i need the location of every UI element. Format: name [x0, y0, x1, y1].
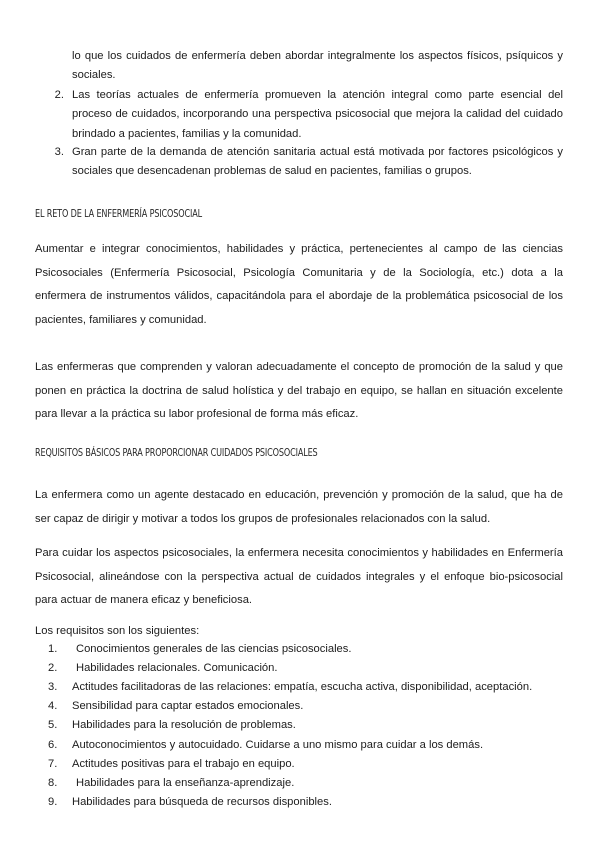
- list-item-number: 9.: [48, 796, 58, 808]
- list-item-text: Habilidades para la resolución de problemas.: [72, 719, 296, 731]
- list-item-text: Autoconocimientos y autocuidado. Cuidarse a uno mismo para cuidar a los demás.: [72, 739, 484, 751]
- list-item-number: 1.: [48, 643, 58, 655]
- list-item-number: 5.: [48, 719, 58, 731]
- list-item-number: 7.: [48, 758, 58, 770]
- list-item-text: Gran parte de la demanda de atención sanitaria actual está motivada por factores psicológicos y sociales que desencadenan problemas de salud en pacientes, familias o grupos.: [72, 146, 563, 178]
- paragraph: Para cuidar los aspectos psicosociales, la enfermera necesita conocimientos y habilidades en Enfermería Psicosocial, alineándose con la perspectiva actual de cuidados integrales y el enfoque bio-psicosocial para actuar de manera eficaz y beneficiosa.: [35, 547, 563, 606]
- list-item-text: Conocimientos generales de las ciencias psicosociales.: [76, 643, 352, 655]
- list-item-text: Habilidades para búsqueda de recursos disponibles.: [72, 796, 332, 808]
- list-item-text: Habilidades relacionales. Comunicación.: [76, 662, 278, 674]
- list-item-number: 3.: [54, 146, 64, 158]
- list-item-number: 2.: [54, 89, 64, 101]
- paragraph: La enfermera como un agente destacado en educación, prevención y promoción de la salud, que ha de ser capaz de dirigir y motivar a todos los grupos de profesionales relacionados con la salud.: [35, 489, 563, 525]
- list-item-text: Sensibilidad para captar estados emocionales.: [72, 700, 304, 712]
- list-item-number: 2.: [48, 662, 58, 674]
- list-item-number: 3.: [48, 681, 58, 693]
- list-intro: Los requisitos son los siguientes:: [35, 625, 200, 637]
- list-item-number: 6.: [48, 739, 58, 751]
- section-heading-reto: EL RETO DE LA ENFERMERÍA PSICOSOCIAL: [35, 208, 202, 220]
- list-item-text: Actitudes facilitadoras de las relaciones: empatía, escucha activa, disponibilidad, aceptación.: [72, 681, 533, 693]
- list-item-text: Habilidades para la enseñanza-aprendizaje.: [76, 777, 295, 789]
- list-item-number: 4.: [48, 700, 58, 712]
- list-item-text: lo que los cuidados de enfermería deben abordar integralmente los aspectos físicos, psíquicos y sociales.: [72, 50, 563, 82]
- list-item-text: Las teorías actuales de enfermería promueven la atención integral como parte esencial del proceso de cuidados, incorporando una perspectiva psicosocial que mejora la calidad del cuidado brindado a pacientes, familias y la comunidad.: [72, 89, 563, 140]
- section-heading-requisitos: REQUISITOS BÁSICOS PARA PROPORCIONAR CUIDADOS PSICOSOCIALES: [35, 447, 318, 459]
- list-item-text: Actitudes positivas para el trabajo en equipo.: [72, 758, 295, 770]
- paragraph: Aumentar e integrar conocimientos, habilidades y práctica, pertenecientes al campo de las ciencias Psicosociales (Enfermería Psicosocial, Psicología Comunitaria y de la Sociología, etc.) dota a la enfermera de instrumentos válidos, capacitándola para el abordaje de la problemática psicosocial de los pacientes, familiares y comunidad.: [35, 243, 563, 326]
- paragraph: Las enfermeras que comprenden y valoran adecuadamente el concepto de promoción de la salud y que ponen en práctica la doctrina de salud holística y del trabajo en equipo, se hallan en situación excelente para llevar a la práctica su labor profesional de forma más eficaz.: [35, 361, 563, 420]
- list-item-number: 8.: [48, 777, 58, 789]
